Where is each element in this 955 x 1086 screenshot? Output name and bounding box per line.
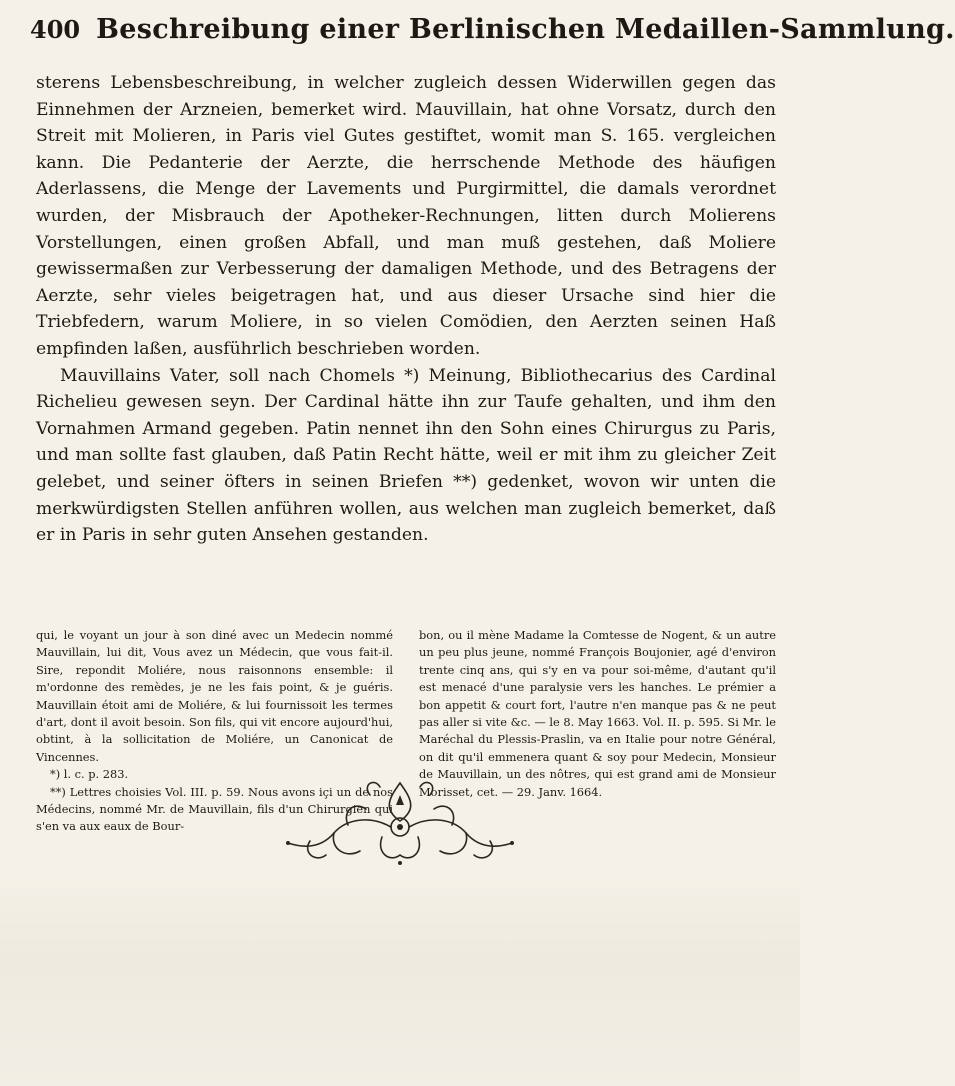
- page-number: 400: [30, 15, 81, 44]
- footnote-chomel: *) l. c. p. 283.: [50, 767, 129, 782]
- tailpiece-vignette-ornament: [250, 775, 550, 870]
- paragraph: Mauvillains Vater, soll nach Chomels *) Meinung, Bibliothecarius des Cardinal Richelieu gewesen seyn. Der Cardinal hätte ihn zur Taufe gehalten, und ihm den Vornahmen Armand gegeben. Patin nennet ihn den Sohn eines Chirurgus zu Paris, und man sollte fast glauben, daß Patin Recht hätte, weil er mit ihm zu gleicher Zeit gelebet, und seiner öfters in seinen Briefen **) gedenket, wovon wir unten die merkwürdigsten Stellen anführen wollen, aus welchen man zugleich bemerket, daß er in Paris in sehr guten Ansehen gestanden.: [36, 365, 776, 546]
- paragraph: sterens Lebensbeschreibung, in welcher zugleich dessen Widerwillen gegen das Einnehmen der Arzneien, bemerket wird. Mauvillain, hat ohne Vorsatz, durch den Streit mit Molieren, in Paris viel Gutes gestiftet, womit man S. 165. vergleichen kann. Die Pedanterie der Aerzte, die herrschende Methode des häufigen Aderlassens, die Menge der Lavements und Purgirmittel, die damals verordnet wurden, der Misbrauch der Apotheker-Rechnungen, litten durch Molierens Vorstellungen, einen großen Abfall, und man muß gestehen, daß Moliere gewissermaßen zur Verbesserung der damaligen Methode, und des Betragens der Aerzte, sehr vieles beigetragen hat, und aus dieser Ursache sind hier die Triebfedern, warum Moliere, in so vielen Comödien, den Aerzten seinen Haß empfinden laßen, ausführlich beschrieben worden.: [36, 73, 776, 359]
- running-title: Beschreibung einer Berlinischen Medaillen-Sammlung.: [96, 14, 955, 45]
- footnote-patin: **) Lettres choisies Vol. III. p. 59. Nous avons içi un de nos Médecins, nommé Mr. de Mauvillain, fils d'un Chirurgien qui s'en va aux eaux de Bour-: [36, 784, 393, 834]
- main-text: [36, 70, 776, 549]
- footnote-continuation: qui, le voyant un jour à son diné avec un Medecin nommé Mauvillain, lui dit, Vous avez un Médecin, que vous fait-il. Sire, repondit Moliére, nous raisonnons ensemble: il m'ordonne des remèdes, je ne les fais point, & je guéris. Mauvillain étoit ami de Moliére, & lui fournissoit les termes d'art, dont il avoit besoin. Son fils, qui vit encore aujourd'hui, obtint, à la sollicitation de Moliére, un Canonicat de Vincennes.: [36, 628, 393, 764]
- page-header: [30, 14, 955, 62]
- footnote-continuation: bon, ou il mène Madame la Comtesse de Nogent, & un autre un peu plus jeune, nommé François Boujonier, agé d'environ trente cinq ans, qui s'y en va pour soi-même, d'autant qu'il est menacé d'une paralysie vers les hanches. Le prémier a bon appetit & court fort, l'autre n'en manque pas & ne peut pas aller si vite &c. — le 8. May 1663. Vol. II. p. 595. Si Mr. le Maréchal du Plessis-Praslin, va en Italie pour notre Général, on dit qu'il emmenera quant & soy pour Medecin, Monsieur de Mauvillain, un des nôtres, qui est grand ami de Monsieur Morisset, cet. — 29. Janv. 1664.: [419, 628, 776, 799]
- blank-lower-margin: [0, 870, 800, 1086]
